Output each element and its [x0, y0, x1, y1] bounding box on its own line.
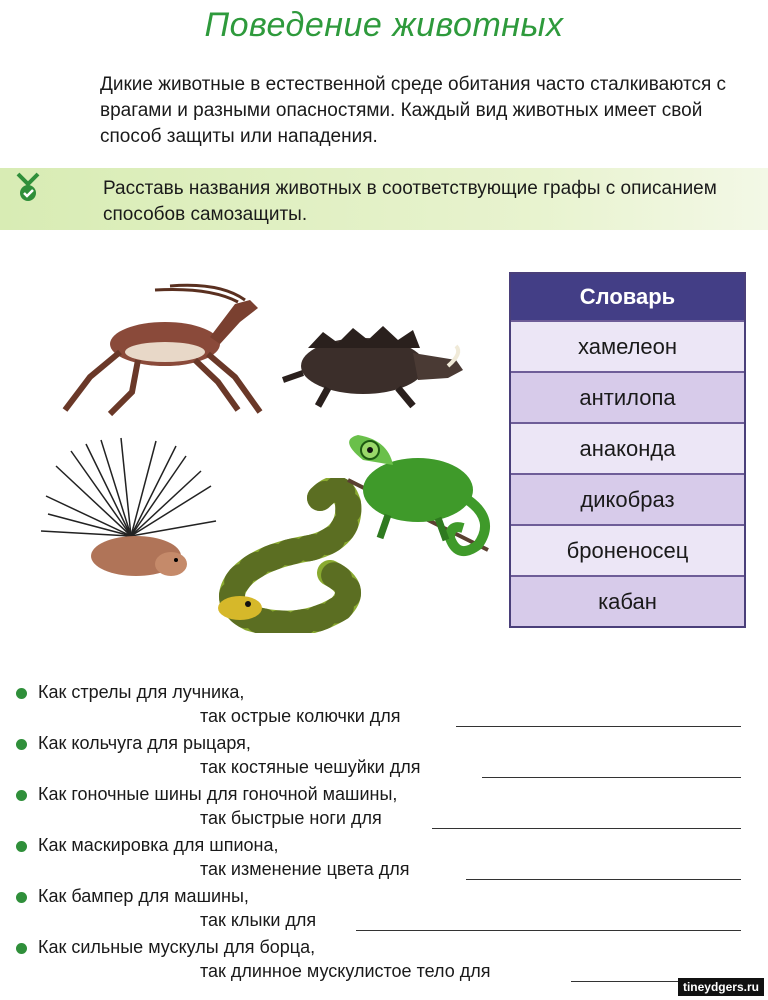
question-line2: так клыки для: [200, 910, 317, 930]
question-line2: так длинное мускулистое тело для: [200, 961, 491, 981]
answer-blank[interactable]: [432, 828, 741, 829]
dictionary-item: броненосец: [511, 524, 744, 575]
question-item: [16, 884, 746, 936]
question-line1: Как гоночные шины для гоночной машины,: [38, 784, 398, 804]
bullet-icon: [16, 739, 27, 750]
answer-blank[interactable]: [466, 879, 741, 880]
question-line2: так костяные чешуйки для: [200, 757, 421, 777]
question-item: [16, 782, 746, 834]
answer-blank[interactable]: [482, 777, 741, 778]
answer-blank[interactable]: [456, 726, 741, 727]
question-line2: так быстрые ноги для: [200, 808, 382, 828]
chameleon-illustration: [318, 420, 498, 570]
question-line2: так острые колючки для: [200, 706, 401, 726]
answer-blank[interactable]: [356, 930, 741, 931]
question-line2: так изменение цвета для: [200, 859, 410, 879]
question-item: [16, 935, 746, 987]
dictionary-header: Словарь: [511, 274, 744, 320]
porcupine-illustration: [36, 436, 221, 586]
dictionary-item: дикобраз: [511, 473, 744, 524]
bullet-icon: [16, 688, 27, 699]
question-line1: Как бампер для машины,: [38, 886, 249, 906]
watermark-label: tineydgers.ru: [678, 978, 764, 996]
checkmark-icon: [16, 172, 40, 202]
bullet-icon: [16, 841, 27, 852]
question-item: [16, 731, 746, 783]
antelope-illustration: [60, 282, 275, 422]
dictionary-table: [509, 272, 746, 628]
bullet-icon: [16, 892, 27, 903]
question-line1: Как стрелы для лучника,: [38, 682, 245, 702]
question-line1: Как маскировка для шпиона,: [38, 835, 279, 855]
task-instruction: Расставь названия животных в соответствующие графы с описанием способов самозащиты.: [103, 178, 717, 225]
question-item: [16, 833, 746, 885]
dictionary-item: хамелеон: [511, 320, 744, 371]
dictionary-item: анаконда: [511, 422, 744, 473]
question-line1: Как кольчуга для рыцаря,: [38, 733, 251, 753]
page-title: Поведение животных: [204, 6, 564, 44]
intro-paragraph: Дикие животные в естественной среде обитания часто сталкиваются с врагами и разными опасностями. Каждый вид животных имеет свой способ защиты или нападения.: [100, 74, 727, 147]
boar-illustration: [278, 318, 473, 413]
dictionary-item: кабан: [511, 575, 744, 626]
question-item: [16, 680, 746, 732]
bullet-icon: [16, 943, 27, 954]
question-line1: Как сильные мускулы для борца,: [38, 937, 316, 957]
bullet-icon: [16, 790, 27, 801]
dictionary-item: антилопа: [511, 371, 744, 422]
